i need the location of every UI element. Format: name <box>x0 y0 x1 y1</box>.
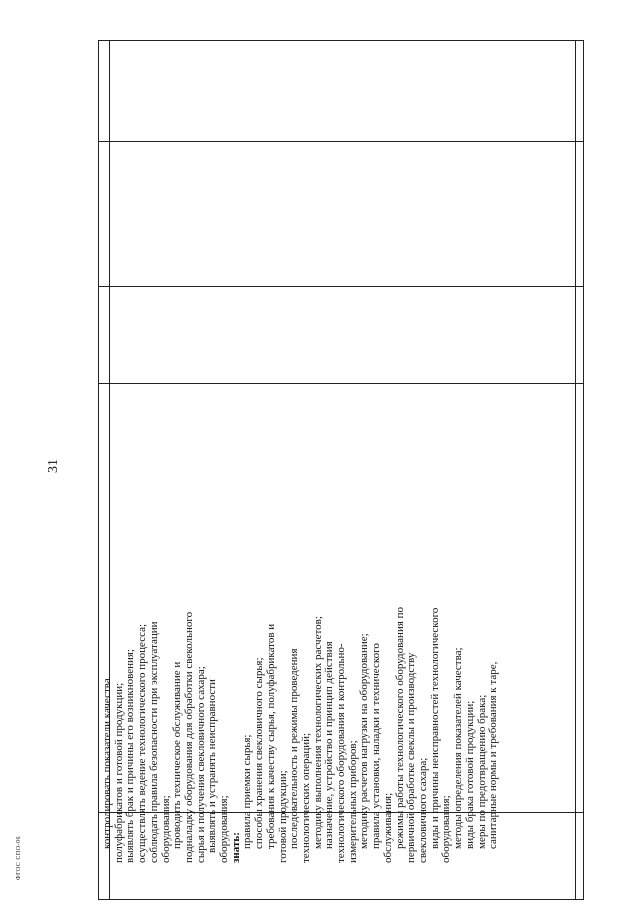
table-row-divider <box>99 141 583 142</box>
text-line: назначение, устройство и принцип действия <box>323 641 336 849</box>
text-line: требования к качеству сырья, полуфабрикатов и <box>264 623 277 849</box>
text-line: полуфабрикатов и готовой продукции; <box>112 682 125 863</box>
text-line: выявлять и устранять неисправности <box>206 679 219 853</box>
text-line: способы хранения свекловичного сырья; <box>253 657 266 849</box>
text-line: свекловичного сахара; <box>416 757 429 863</box>
text-line: соблюдать правила безопасности при эксплуатации <box>147 621 160 863</box>
text-line: осуществлять ведение технологического процесса; <box>136 623 149 863</box>
text-line: методы определения показателей качества; <box>452 647 465 849</box>
text-line: знать: <box>229 832 242 863</box>
text-line: правила приемки сырья; <box>241 734 254 849</box>
page-number: 31 <box>46 459 61 473</box>
table-row-divider <box>99 383 583 384</box>
text-line: выявлять брак и причины его возникновения; <box>124 649 137 863</box>
text-line: оборудования; <box>218 795 231 863</box>
text-line: режимы работы технологического оборудования по <box>393 606 406 849</box>
competency-text-cell <box>100 483 584 869</box>
text-line: методику расчетов нагрузки на оборудование; <box>358 633 371 849</box>
text-line: проводить техническое обслуживание и <box>171 661 184 849</box>
text-line: измерительных приборов; <box>346 740 359 863</box>
text-line: правила установки, наладки и технического <box>370 643 383 849</box>
rotated-text-block <box>100 483 584 869</box>
text-line: виды и причины неисправностей технологического <box>428 607 441 849</box>
text-line: оборудования; <box>440 795 453 863</box>
table-row-divider <box>99 286 583 287</box>
text-line: обслуживания; <box>381 792 394 863</box>
text-line: оборудования; <box>159 795 172 863</box>
footer-document-code: ФГОС СПО-06 <box>16 835 22 881</box>
text-line: последовательность и режимы проведения <box>288 648 301 849</box>
text-line: санитарные нормы и требования к таре, <box>487 661 500 849</box>
text-line: меры по предотвращению брака; <box>475 694 488 849</box>
text-line: виды брака готовой продукции; <box>463 700 476 849</box>
text-line: контролировать показатели качества <box>101 678 113 849</box>
text-line: подналадку оборудования для обработки свекольного <box>182 611 195 863</box>
text-line: первичной обработке свеклы и производству <box>405 652 418 863</box>
text-line: методику выполнения технологических расчетов; <box>311 616 324 849</box>
text-line: сырья и получения свекловичного сахара; <box>194 666 207 863</box>
text-line: технологических операций; <box>299 732 312 863</box>
text-line: технологического оборудования и контрольно- <box>335 643 348 863</box>
text-line: готовой продукции; <box>276 770 289 863</box>
